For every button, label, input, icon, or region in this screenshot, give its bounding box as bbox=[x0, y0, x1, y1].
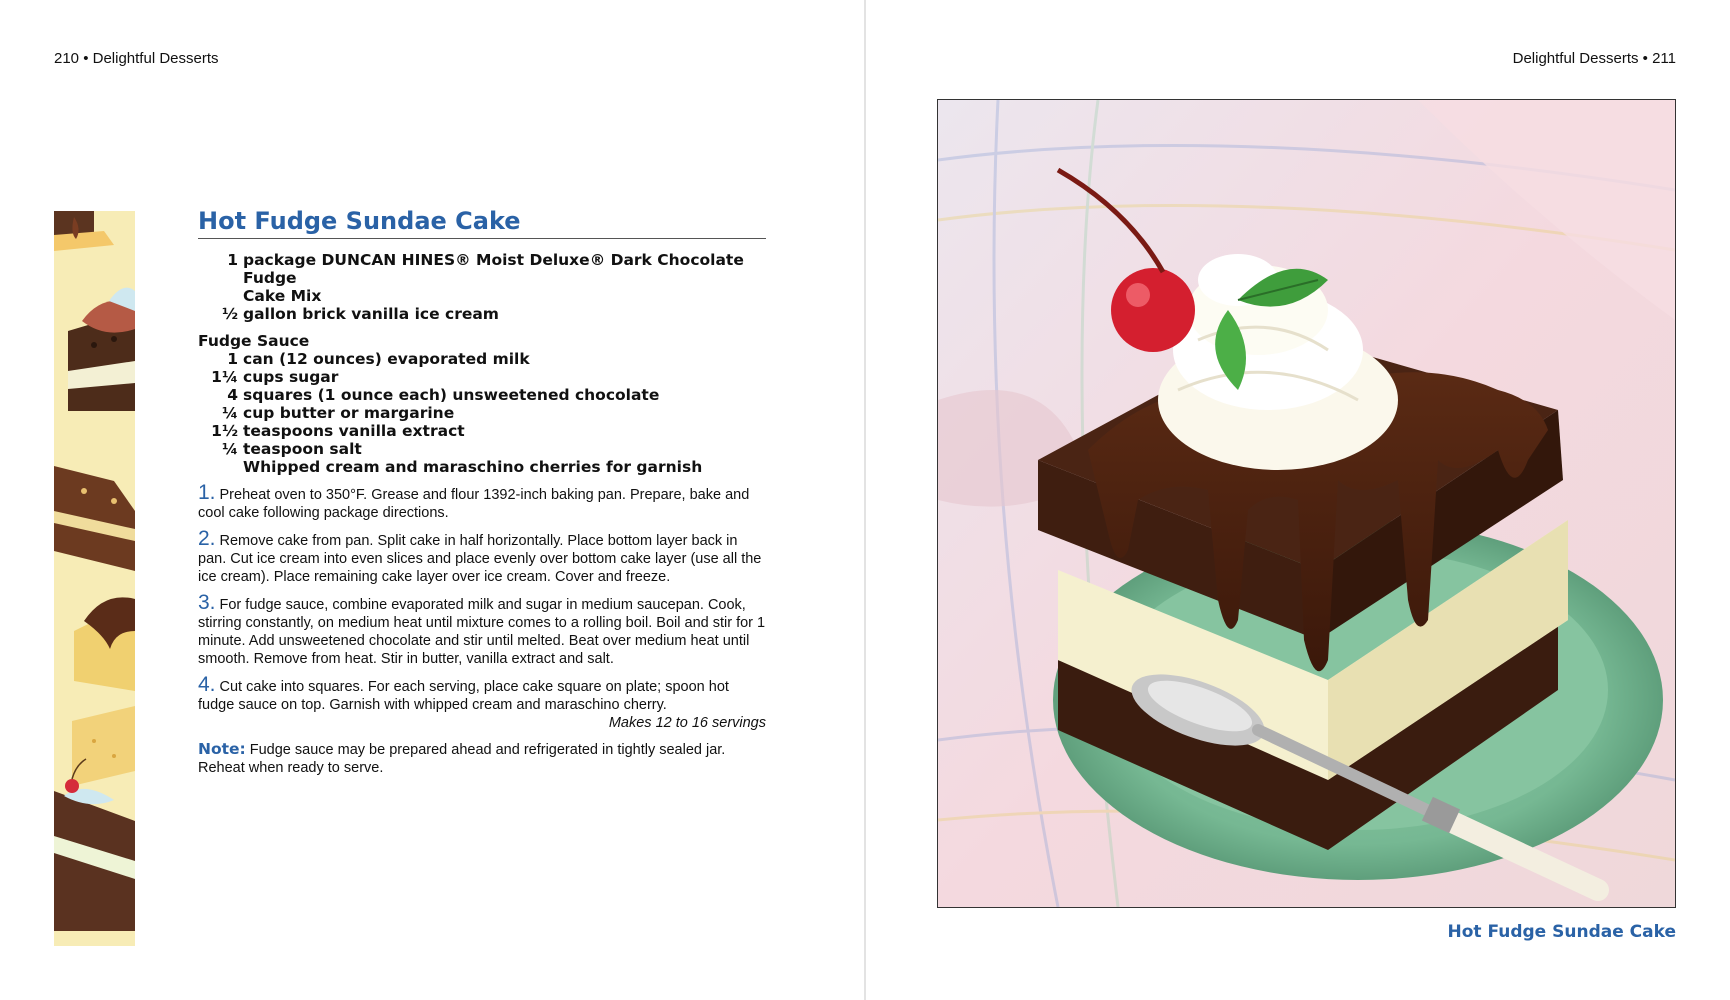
ingredient-continuation bbox=[198, 287, 766, 305]
ingredient-item bbox=[198, 440, 766, 458]
ingredient-text: teaspoon salt bbox=[243, 440, 362, 458]
ingredient-text: cups sugar bbox=[243, 368, 339, 386]
ingredient-text: can (12 ounces) evaporated milk bbox=[243, 350, 530, 368]
step-number: 1. bbox=[198, 481, 216, 504]
garnish-line: Whipped cream and maraschino cherries for garnish bbox=[243, 458, 703, 476]
ingredient-item bbox=[198, 404, 766, 422]
ingredient-item bbox=[198, 368, 766, 386]
dessert-photo bbox=[937, 99, 1676, 908]
recipe-title: Hot Fudge Sundae Cake bbox=[198, 206, 766, 239]
decorative-dessert-strip bbox=[54, 211, 135, 946]
sauce-ingredient-list bbox=[198, 350, 766, 476]
left-running-head: 210 • Delightful Desserts bbox=[54, 50, 219, 67]
ingredient-list bbox=[198, 251, 766, 323]
dessert-illustration bbox=[54, 211, 135, 946]
ingredient-amount: 1½ bbox=[211, 422, 238, 440]
ingredient-amount: 4 bbox=[227, 386, 238, 404]
direction-step bbox=[198, 591, 766, 668]
ingredient-amount: 1 bbox=[227, 350, 238, 368]
step-number: 2. bbox=[198, 527, 216, 550]
ingredient-item bbox=[198, 422, 766, 440]
ingredient-amount: ¼ bbox=[221, 404, 238, 422]
ingredient-text-cont: Cake Mix bbox=[243, 287, 322, 305]
ingredient-text: gallon brick vanilla ice cream bbox=[243, 305, 499, 323]
step-number: 3. bbox=[198, 591, 216, 614]
step-text: Cut cake into squares. For each serving, place cake square on plate; spoon hot fudge sauce on top. Garnish with whipped cream and maraschino cherry. bbox=[198, 679, 729, 713]
ingredient-text: package DUNCAN HINES® Moist Deluxe® Dark Chocolate Fudge bbox=[243, 251, 744, 287]
ingredient-item bbox=[198, 386, 766, 404]
ingredient-text: teaspoons vanilla extract bbox=[243, 422, 465, 440]
left-page bbox=[0, 0, 864, 1000]
recipe-yield: Makes 12 to 16 servings bbox=[608, 715, 766, 731]
step-text: For fudge sauce, combine evaporated milk and sugar in medium saucepan. Cook, stirring constantly, on medium heat until mixture comes to a rolling boil. Boil and stir for 1 minute. Add unsweetened chocolate and stir until melted. Beat over medium heat until smooth. Remove from heat. Stir in butter, vanilla extract and salt. bbox=[198, 597, 766, 667]
ingredient-amount: ½ bbox=[221, 305, 238, 323]
recipe bbox=[198, 206, 766, 777]
right-running-head: Delightful Desserts • 211 bbox=[1512, 50, 1676, 67]
direction-step bbox=[198, 481, 766, 522]
recipe-note bbox=[198, 740, 766, 777]
ingredient-text: squares (1 ounce each) unsweetened chocolate bbox=[243, 386, 660, 404]
photo-caption: Hot Fudge Sundae Cake bbox=[1447, 922, 1676, 942]
ingredient-amount: 1¼ bbox=[211, 368, 238, 386]
ingredient-amount: ¼ bbox=[221, 440, 238, 458]
cake-photo-illustration bbox=[938, 100, 1675, 907]
note-text: Fudge sauce may be prepared ahead and refrigerated in tightly sealed jar. Reheat when ready to serve. bbox=[198, 742, 726, 776]
note-label: Note: bbox=[198, 740, 246, 758]
ingredient-item bbox=[198, 251, 766, 287]
ingredient-item bbox=[198, 305, 766, 323]
ingredient-item bbox=[198, 350, 766, 368]
directions bbox=[198, 481, 766, 777]
step-number: 4. bbox=[198, 673, 216, 696]
direction-step bbox=[198, 673, 766, 714]
direction-step bbox=[198, 527, 766, 586]
step-text: Preheat oven to 350°F. Grease and flour 1392-inch baking pan. Prepare, bake and cool cake following package directions. bbox=[198, 487, 750, 521]
ingredient-amount: 1 bbox=[227, 251, 238, 269]
step-text: Remove cake from pan. Split cake in half horizontally. Place bottom layer back in pan. Cut ice cream into even slices and place evenly over bottom cake layer (use all the ice cream). Place remaining cake layer over ice cream. Cover and freeze. bbox=[198, 533, 762, 585]
sauce-heading: Fudge Sauce bbox=[198, 332, 310, 350]
ingredient-text: cup butter or margarine bbox=[243, 404, 455, 422]
right-page bbox=[866, 0, 1730, 1000]
